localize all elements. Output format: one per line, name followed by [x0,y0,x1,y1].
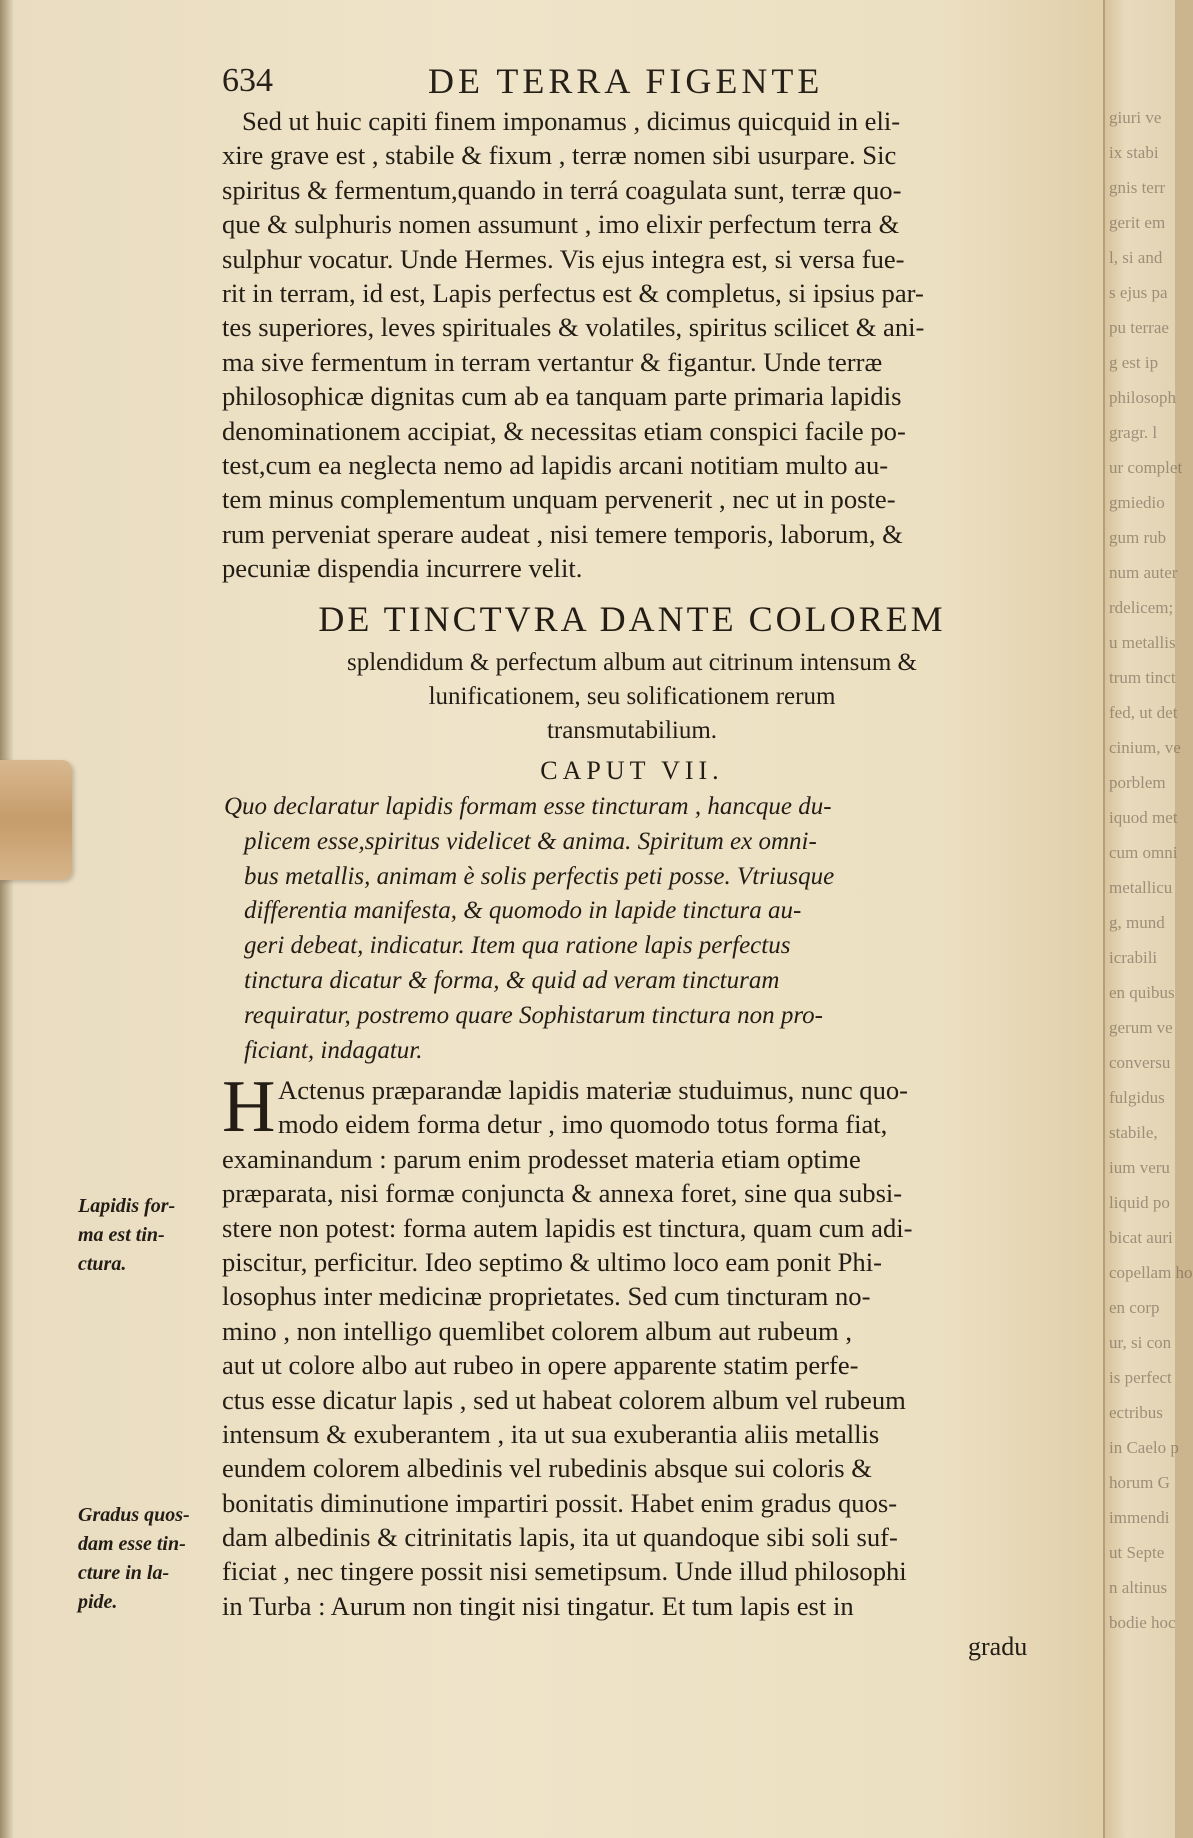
text-line: bonitatis diminutione impartiri possit. Habet enim gradus quos- [222,1487,898,1518]
margin-note-line: pide. [78,1591,118,1613]
bleed-line: gmiedio [1109,493,1165,512]
text-line: modo eidem forma detur , imo quomodo totus forma fiat, [278,1109,888,1140]
chapter-summary [222,790,1042,1068]
margin-note-line: ctura. [78,1253,127,1275]
bleed-line: philosoph [1109,388,1177,407]
bleed-line: g est ip [1109,353,1159,372]
bleed-line: gragr. l [1109,423,1158,442]
text-line: rit in terram, id est, Lapis perfectus est & completus, si ipsius par- [222,277,924,308]
bleed-line: horum G [1109,1473,1170,1492]
running-title: DE TERRA FIGENTE [428,61,824,101]
text-line: mino , non intelligo quemlibet colorem album aut rubeum , [222,1315,853,1346]
bleed-line: iquod met [1109,808,1178,827]
chapter-heading: CAPUT VII. [540,756,724,785]
bleed-line: is perfect [1109,1368,1172,1387]
page-tab [0,760,72,880]
bleed-line: en corp [1109,1298,1160,1317]
bleed-line: num auter [1109,563,1178,582]
margin-note-line: cture in la- [78,1562,170,1584]
bleed-line: ix stabi [1109,143,1159,162]
bleed-line: cinium, ve [1109,738,1181,757]
bleed-line: ur, si con [1109,1333,1172,1352]
text-line: dam albedinis & citrinitatis lapis, ita ut quandoque sibi soli suf- [222,1522,898,1553]
bleed-line: immendi [1109,1508,1170,1527]
summary-line: tinctura dicatur & forma, & quid ad veram tincturam [244,966,780,994]
bleed-line: metallicu [1109,878,1173,897]
text-line: in Turba : Aurum non tingit nisi tingatur. Et tum lapis est in [222,1590,854,1621]
bleed-line: icrabili [1109,948,1158,967]
text-line: test,cum ea neglecta nemo ad lapidis arcani notitiam multo au- [222,449,889,480]
bleed-line: fed, ut det [1109,703,1178,722]
bleed-line: en quibus [1109,983,1175,1002]
summary-line: Quo declaratur lapidis formam esse tincturam , hancque du- [224,793,832,820]
bleed-line: g, mund [1109,913,1165,932]
summary-line: plicem esse,spiritus videlicet & anima. Spiritum ex omni- [244,827,817,855]
bleed-line: gerum ve [1109,1018,1173,1037]
text-line: ma sive fermentum in terram vertantur & figantur. Unde terræ [222,346,883,377]
subtitle-line: transmutabilium. [546,717,718,744]
margin-note-2 [78,1501,208,1617]
bleed-line: ectribus [1109,1403,1163,1422]
margin-note-line: ma est tin- [78,1224,165,1246]
bleed-line: porblem [1109,773,1166,792]
summary-line: differentia manifesta, & quomodo in lapide tinctura au- [244,897,802,925]
text-line: piscitur, perficitur. Ideo septimo & ultimo loco eam ponit Phi- [222,1246,882,1277]
text-line: que & sulphuris nomen assumunt , imo elixir perfectum terra & [222,209,900,240]
facing-page-bleed-text [1109,100,1193,1640]
text-line: ficiat , nec tingere possit nisi semetipsum. Unde illud philosophi [222,1556,907,1587]
bleed-line: cum omni [1109,843,1178,862]
text-line: Sed ut huic capiti finem imponamus , dicimus quicquid in eli- [242,106,901,136]
summary-line: ficiant, indagatur. [244,1036,423,1064]
text-line: intensum & exuberantem , ita ut sua exuberantia aliis metallis [222,1418,880,1449]
summary-line: bus metallis, animam è solis perfectis peti posse. Vtriusque [244,862,835,890]
text-line: aut ut colore albo aut rubeo in opere apparente statim perfe- [222,1350,859,1381]
drop-cap: H [222,1066,276,1148]
text-line: ctus esse dicatur lapis , sed ut habeat colorem album vel rubeum [222,1384,906,1415]
margin-note-line: Lapidis for- [78,1195,176,1217]
summary-line: requiratur, postremo quare Sophistarum tinctura non pro- [244,1001,823,1029]
text-line: pecuniæ dispendia incurrere velit. [222,553,583,584]
bleed-line: ur complet [1109,458,1183,477]
bleed-line: rdelicem; [1109,598,1174,617]
text-line: philosophicæ dignitas cum ab ea tanquam parte primaria lapidis [222,381,902,412]
bleed-line: in Caelo p [1109,1438,1179,1457]
bleed-line: gerit em [1109,213,1166,232]
bleed-line: conversu [1109,1053,1171,1072]
text-line: sulphur vocatur. Unde Hermes. Vis ejus integra est, si versa fue- [222,243,905,274]
text-line: spiritus & fermentum,quando in terrá coagulata sunt, terræ quo- [222,174,902,205]
bleed-line: liquid po [1109,1193,1170,1212]
page-number: 634 [222,62,273,99]
bleed-line: s ejus pa [1109,283,1168,302]
text-line: denominationem accipiat, & necessitas etiam conspici facile po- [222,415,906,446]
bleed-line: stabile, [1109,1123,1158,1142]
text-line: Actenus præparandæ lapidis materiæ studuimus, nunc quo- [278,1075,909,1105]
bleed-line: giuri ve [1109,108,1162,127]
bleed-line: bicat auri [1109,1228,1173,1247]
page-header [222,60,1042,104]
bleed-line: bodie hoc [1109,1613,1176,1632]
text-line: xire grave est , stabile & fixum , terræ nomen sibi usurpare. Sic [222,140,897,171]
bleed-line: ium veru [1109,1158,1170,1177]
bleed-line: l, si and [1109,248,1163,267]
bleed-line: u metallis [1109,633,1176,652]
text-line: stere non potest: forma autem lapidis est tinctura, quam cum adi- [222,1212,913,1243]
subtitle-line: lunificationem, seu solificationem rerum [428,683,836,710]
text-line: examinandum : parum enim prodesset materia etiam optime [222,1143,861,1174]
margin-note-1 [78,1192,208,1279]
margin-note-line: Gradus quos- [78,1504,190,1526]
bleed-line: n altinus [1109,1578,1168,1597]
bleed-line: fulgidus [1109,1088,1165,1107]
bleed-line: copellam ho [1109,1263,1193,1282]
bleed-line: trum tinct [1109,668,1176,687]
bleed-line: gum rub [1109,528,1167,547]
summary-line: geri debeat, indicatur. Item qua ratione lapis perfectus [244,932,791,960]
bleed-line: ut Septe [1109,1543,1165,1562]
text-line: eundem colorem albedinis vel rubedinis absque sui coloris & [222,1453,872,1484]
margin-note-line: dam esse tin- [78,1533,186,1555]
catchword: gradu [968,1632,1028,1661]
section-title: DE TINCTVRA DANTE COLOREM [318,599,946,639]
text-line: tes superiores, leves spirituales & volatiles, spiritus scilicet & ani- [222,312,925,343]
subtitle-line: splendidum & perfectum album aut citrinum intensum & [346,649,918,676]
section-subtitle [222,646,1042,748]
paragraph-1 [222,104,1042,585]
text-line: tem minus complementum unquam pervenerit , nec ut in poste- [222,484,896,515]
text-line: præparata, nisi formæ conjuncta & annexa foret, sine qua subsi- [222,1178,903,1209]
facing-page-edge [1103,0,1193,1838]
binding-shadow [0,0,14,1838]
chapter-text [222,1066,1042,1623]
text-line: losophus inter medicinæ proprietates. Sed cum tincturam no- [222,1281,871,1312]
bleed-line: pu terrae [1109,318,1169,337]
bleed-line: gnis terr [1109,178,1166,197]
text-line: rum perveniat sperare audeat , nisi temere temporis, laborum, & [222,518,903,549]
